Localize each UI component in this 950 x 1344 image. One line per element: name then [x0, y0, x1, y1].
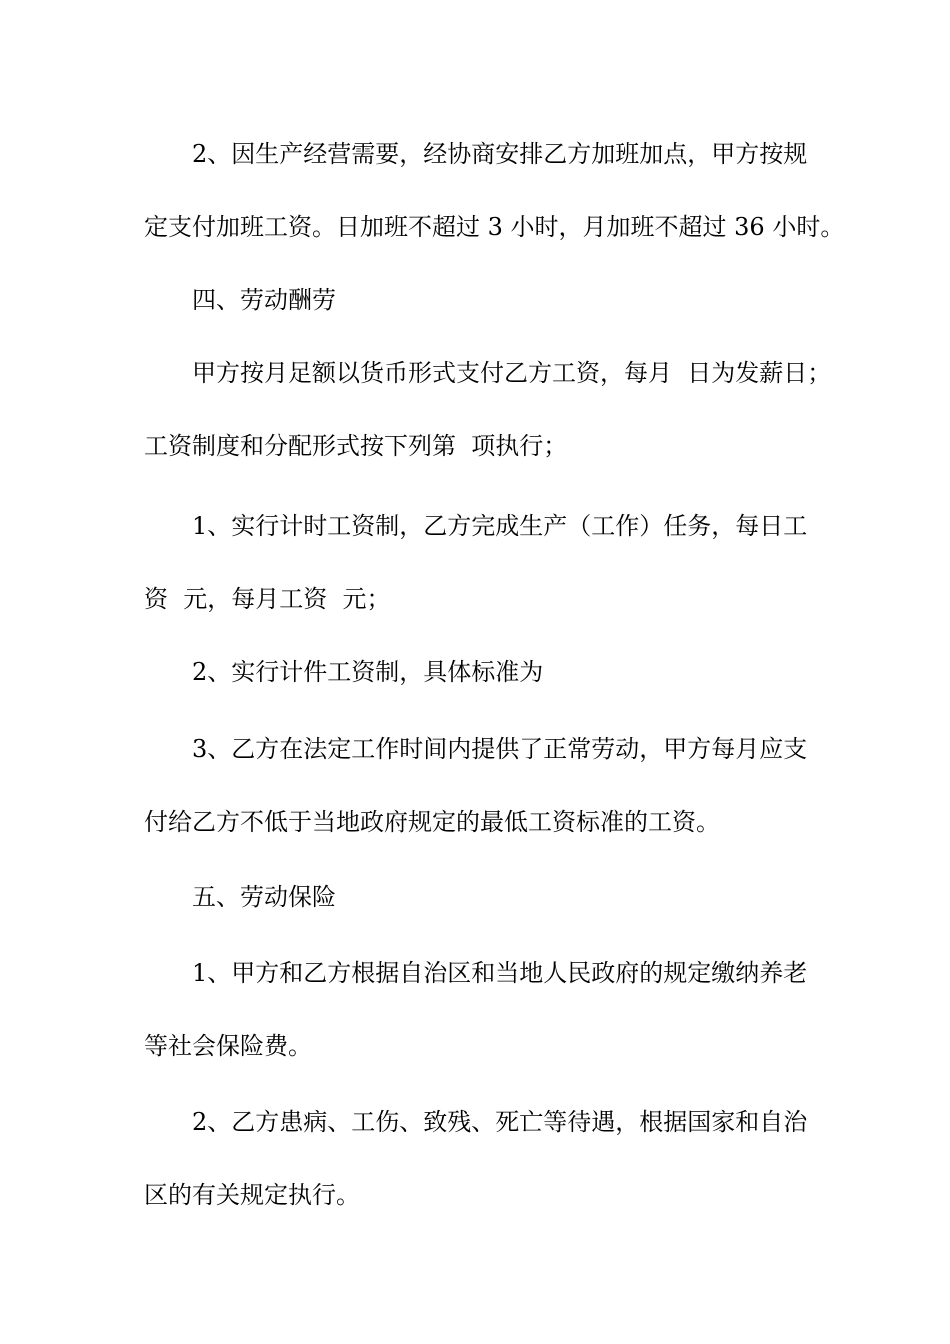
paragraph-line-insurance-1: 1、甲方和乙方根据自治区和当地人民政府的规定缴纳养老: [192, 959, 808, 987]
paragraph-line-benefits-2: 区的有关规定执行。: [144, 1181, 360, 1209]
paragraph-line-payment-1: 甲方按月足额以货币形式支付乙方工资，每月 日为发薪日；: [192, 359, 832, 387]
paragraph-line-insurance-2: 等社会保险费。: [144, 1032, 312, 1060]
paragraph-line-payment-2: 工资制度和分配形式按下列第 项执行；: [144, 432, 568, 460]
paragraph-line-piece-wage: 2、实行计件工资制，具体标准为: [192, 658, 544, 686]
paragraph-line-benefits-1: 2、乙方患病、工伤、致残、死亡等待遇，根据国家和自治: [192, 1108, 808, 1136]
paragraph-line-time-wage-2: 资 元，每月工资 元；: [144, 585, 391, 613]
paragraph-line-minimum-wage-1: 3、乙方在法定工作时间内提供了正常劳动，甲方每月应支: [192, 735, 808, 763]
paragraph-line-overtime-2: 定支付加班工资。日加班不超过 3 小时，月加班不超过 36 小时。: [144, 213, 845, 241]
paragraph-line-minimum-wage-2: 付给乙方不低于当地政府规定的最低工资标准的工资。: [144, 808, 720, 836]
section-heading-remuneration: 四、劳动酬劳: [192, 286, 336, 314]
paragraph-line-overtime-1: 2、因生产经营需要，经协商安排乙方加班加点，甲方按规: [192, 140, 808, 168]
section-heading-insurance: 五、劳动保险: [192, 883, 336, 911]
paragraph-line-time-wage-1: 1、实行计时工资制，乙方完成生产（工作）任务，每日工: [192, 512, 808, 540]
